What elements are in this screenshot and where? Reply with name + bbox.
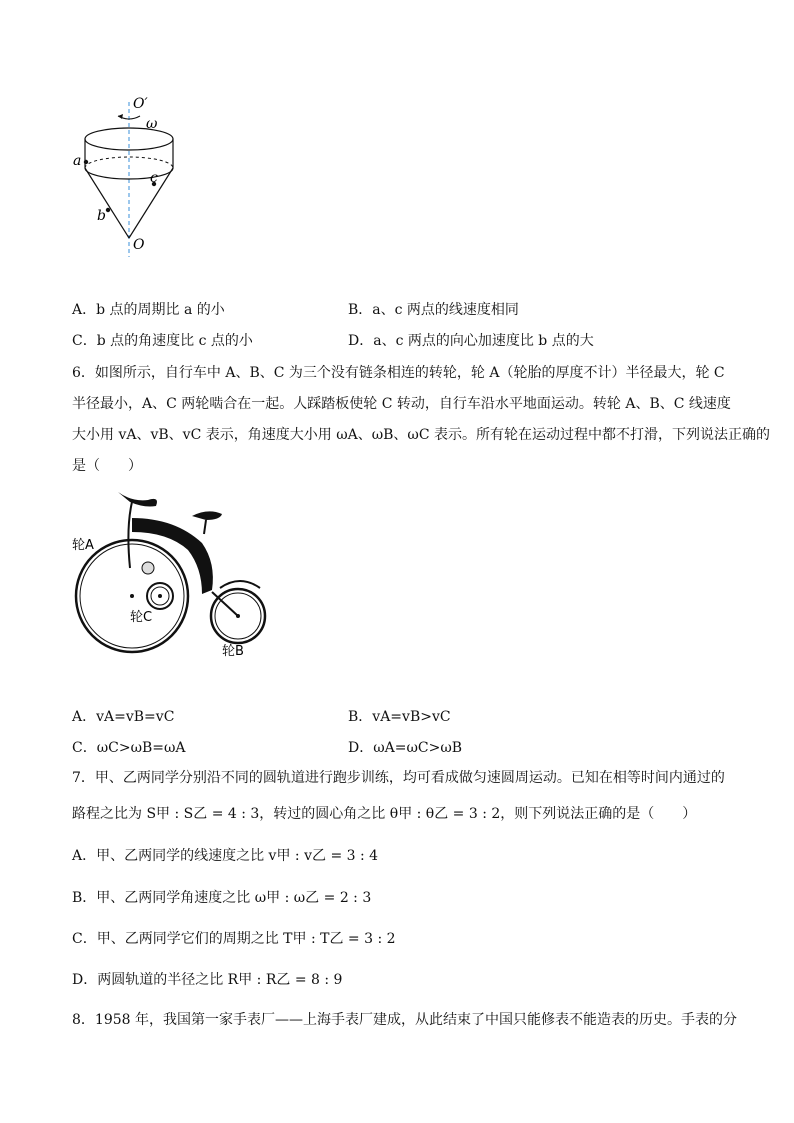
handlebar	[118, 492, 157, 507]
label-wheel-b: 轮B	[222, 644, 244, 659]
q6-option-d: D．ωA=ωC>ωB	[348, 740, 463, 756]
q7-option-a: A．甲、乙两同学的线速度之比 v甲 : v乙 = 3 : 4	[72, 848, 379, 864]
point-b	[106, 208, 110, 212]
label-o-prime: O′	[133, 96, 148, 112]
q6-option-a: A．vA=vB=vC	[72, 709, 175, 725]
q6-line-1: 6．如图所示，自行车中 A、B、C 为三个没有链条相连的转轮，轮 A（轮胎的厚度不计）半径最大，轮 C	[72, 365, 725, 381]
label-wheel-a: 轮A	[72, 538, 94, 553]
q7-option-b: B．甲、乙两同学角速度之比 ω甲 : ω乙 = 2 : 3	[72, 890, 372, 906]
label-wheel-c: 轮C	[130, 610, 153, 625]
q5-option-b: B．a、c 两点的线速度相同	[348, 302, 519, 318]
q6-option-c: C．ωC>ωB=ωA	[72, 740, 186, 756]
wheel-c-hub	[158, 594, 162, 598]
hub-cap	[142, 562, 154, 574]
label-b: b	[97, 208, 106, 224]
label-omega: ω	[146, 116, 158, 132]
q8-line-1: 8．1958 年，我国第一家手表厂——上海手表厂建成，从此结束了中国只能修表不能造表的历史。手表的分	[72, 1012, 737, 1028]
bicycle-figure	[70, 488, 280, 663]
rear-strut	[212, 592, 238, 616]
q5-option-a: A．b 点的周期比 a 的小	[72, 302, 225, 318]
q7-line-2: 路程之比为 S甲 : S乙 = 4 : 3，转过的圆心角之比 θ甲 : θ乙 = 3 : 2，则下列说法正确的是（ ）	[72, 806, 697, 822]
seat	[192, 511, 222, 520]
seat-post	[204, 520, 206, 534]
q6-line-4: 是（ ）	[72, 458, 142, 474]
q7-option-d: D．两圆轨道的半径之比 R甲 : R乙 = 8 : 9	[72, 972, 343, 988]
q7-option-c: C．甲、乙两同学它们的周期之比 T甲 : T乙 = 3 : 2	[72, 931, 396, 947]
label-a: a	[73, 153, 82, 169]
mudguard	[220, 581, 260, 588]
fork	[128, 502, 132, 568]
label-o: O	[133, 237, 145, 253]
q6-line-2: 半径最小，A、C 两轮啮合在一起。人踩踏板使轮 C 转动，自行车沿水平地面运动。转轮 A、B、C 线速度	[72, 396, 731, 412]
wheel-a-hub	[130, 594, 134, 598]
cone-figure	[70, 92, 200, 262]
q5-option-d: D．a、c 两点的向心加速度比 b 点的大	[348, 333, 594, 349]
q5-option-c: C．b 点的角速度比 c 点的小	[72, 333, 253, 349]
label-c: c	[150, 170, 158, 186]
q6-line-3: 大小用 vA、vB、vC 表示，角速度大小用 ωA、ωB、ωC 表示。所有轮在运动过程中都不打滑，下列说法正确的	[72, 427, 770, 443]
q7-line-1: 7．甲、乙两同学分别沿不同的圆轨道进行跑步训练，均可看成做匀速圆周运动。已知在相等时间内通过的	[72, 770, 725, 786]
q6-option-b: B．vA=vB>vC	[348, 709, 451, 725]
point-a	[84, 160, 88, 164]
